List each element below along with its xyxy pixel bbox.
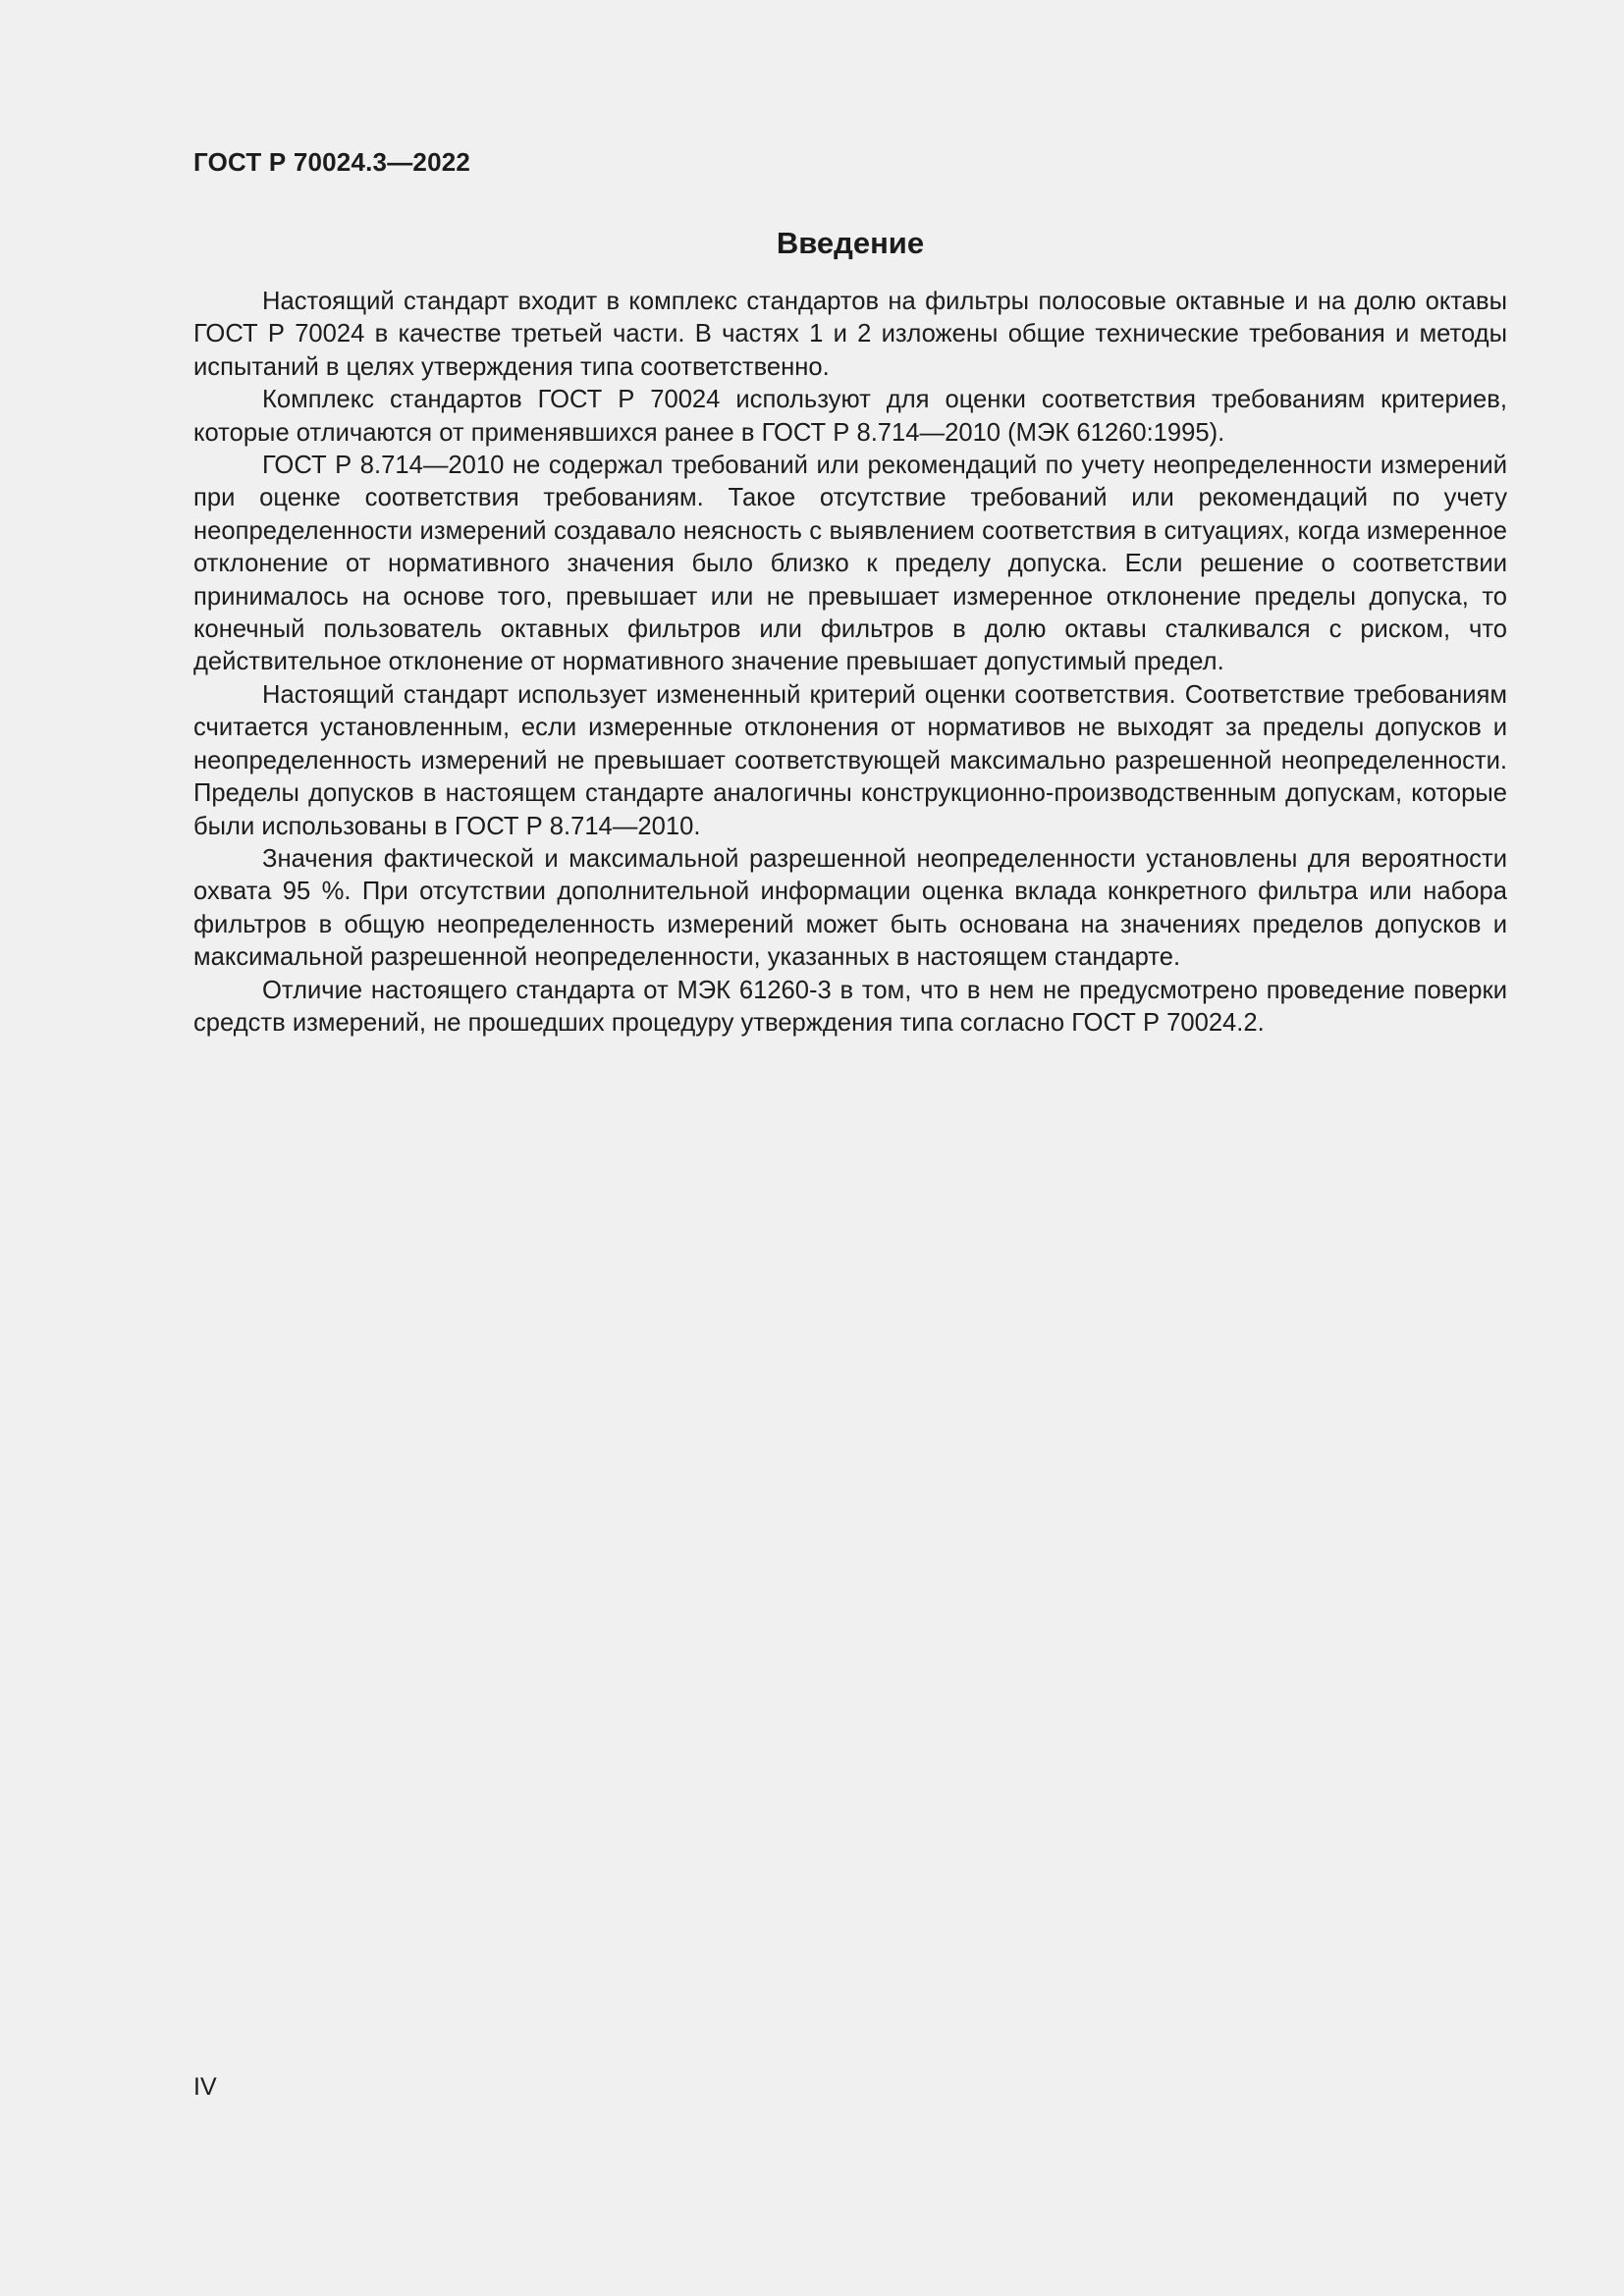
section-title: Введение <box>776 226 925 260</box>
paragraph: Настоящий стандарт входит в комплекс стандартов на фильтры полосовые октавные и на долю октавы ГОСТ Р 70024 в качестве третьей части. В частях 1 и 2 изложены общие технические требования и методы испытаний в целях утверждения типа соответственно. <box>193 288 1507 381</box>
paragraph: Значения фактической и максимальной разрешенной неопределенности установлены для вероятности охвата 95 %. При отсутствии дополнительной информации оценка вклада конкретного фильтра или набора фильтров в общую неопределенность измерений может быть основана на значениях пределов допусков и максимальной разрешенной неопределенности, указанных в настоящем стандарте. <box>193 844 1507 972</box>
paragraph: Отличие настоящего стандарта от МЭК 61260-3 в том, что в нем не предусмотрено проведение поверки средств измерений, не прошедших процедуру утверждения типа согласно ГОСТ Р 70024.2. <box>193 976 1507 1037</box>
paragraph: ГОСТ Р 8.714—2010 не содержал требований или рекомендаций по учету неопределенности измерений при оценке соответствия требованиям. Такое отсутствие требований или рекомендаций по учету неопределенности измерений создавало неясность с выявлением соответствия в ситуациях, когда измеренное отклонение от нормативного значения было близко к пределу допуска. Если решение о соответствии принималось на основе того, превышает или не превышает измеренное отклонение пределы допуска, то конечный пользователь октавных фильтров или фильтров в долю октавы сталкивался с риском, что действительное отклонение от нормативного значение превышает допустимый предел. <box>193 452 1507 676</box>
document-header: ГОСТ Р 70024.3—2022 <box>193 147 471 177</box>
paragraph: Комплекс стандартов ГОСТ Р 70024 используют для оценки соответствия требованиям критериев, которые отличаются от применявшихся ранее в ГОСТ Р 8.714—2010 (МЭК 61260:1995). <box>193 386 1507 447</box>
paragraph: Настоящий стандарт использует измененный критерий оценки соответствия. Соответствие требованиям считается установленным, если измеренные отклонения от нормативов не выходят за пределы допусков и неопределенность измерений не превышает соответствующей максимально разрешенной неопределенности. Пределы допусков в настоящем стандарте аналогичны конструкционно-производственным допускам, которые были использованы в ГОСТ Р 8.714—2010. <box>193 680 1507 840</box>
page-number: IV <box>193 2073 217 2101</box>
document-body <box>193 286 1507 1040</box>
